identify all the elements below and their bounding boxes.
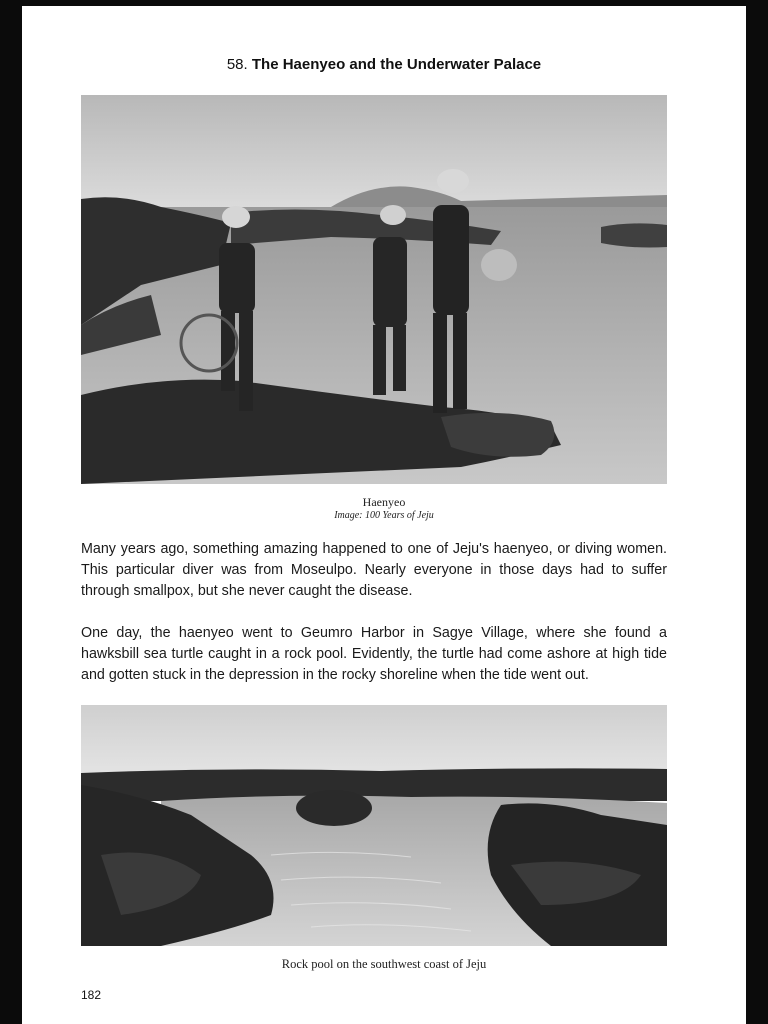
- paragraph-1: Many years ago, something amazing happened to one of Jeju's haenyeo, or diving women. This particular diver was from Moseulpo. Nearly everyone in those days had to suffer through smallpox, but she never caught the disease.: [81, 541, 667, 599]
- paragraph-2: One day, the haenyeo went to Geumro Harbor in Sagye Village, where she found a hawksbill sea turtle caught in a rock pool. Evidently, the turtle had come ashore at high tide and gotten stuck in the depression in the rocky shoreline when the tide went out.: [81, 625, 667, 683]
- figure1-credit: Image: 100 Years of Jeju: [334, 510, 434, 521]
- book-page: [22, 6, 746, 1024]
- page-number: 182: [81, 988, 102, 1002]
- chapter-heading: [22, 56, 746, 73]
- figure1-title: Haenyeo: [362, 495, 406, 509]
- haenyeo-photo: [81, 95, 667, 484]
- figure1-caption: [22, 495, 746, 523]
- figure2-caption: Rock pool on the southwest coast of Jeju: [281, 957, 487, 971]
- chapter-title: The Haenyeo and the Underwater Palace: [251, 56, 542, 73]
- chapter-number: 58.: [226, 56, 248, 73]
- rock-pool-photo: [81, 705, 667, 946]
